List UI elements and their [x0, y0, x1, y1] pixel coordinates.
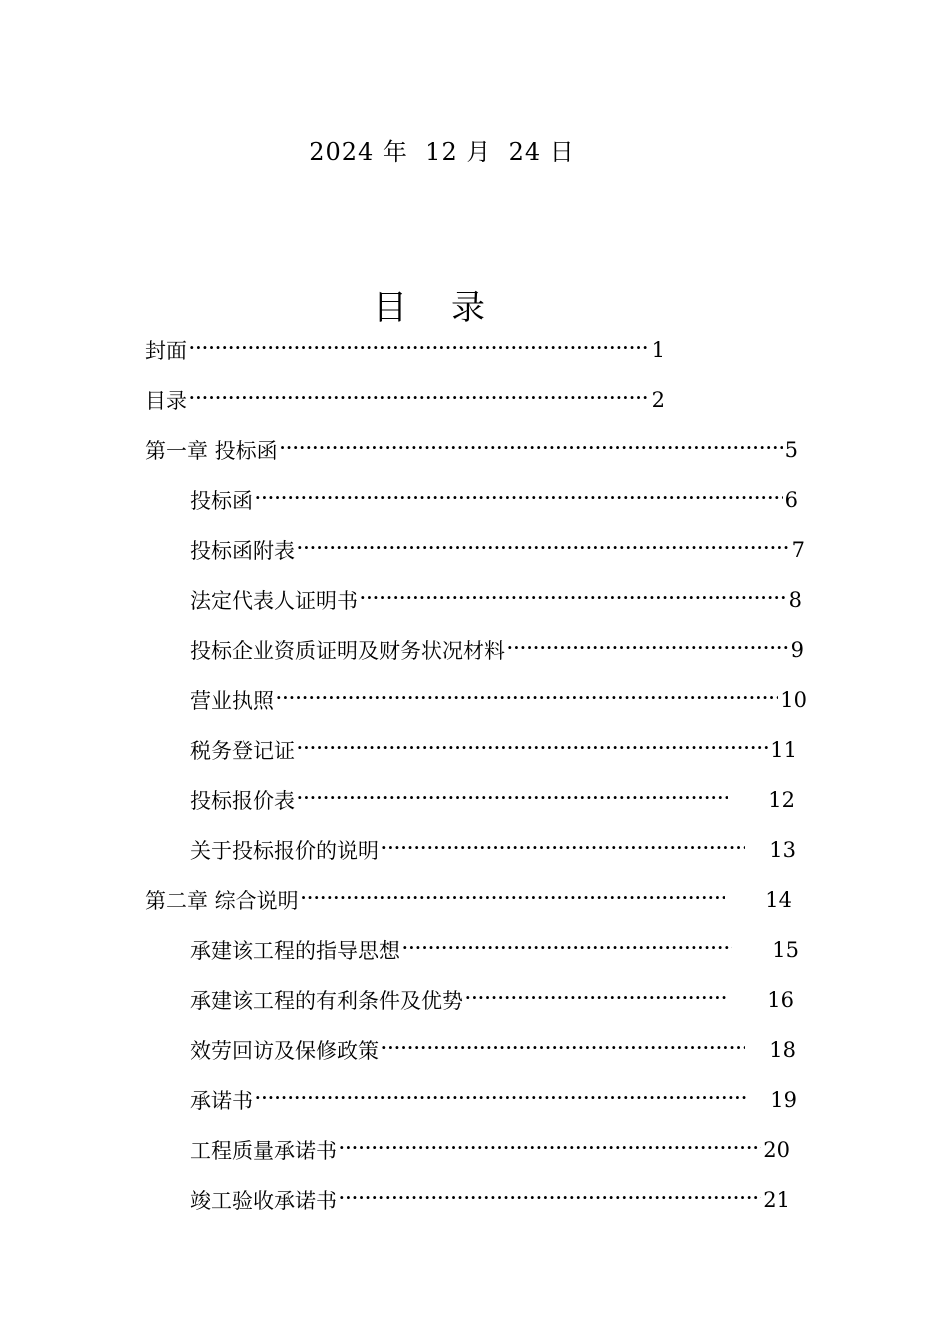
dot-leader [465, 978, 727, 1018]
dot-leader [301, 878, 726, 918]
toc-entry-business-license[interactable] [190, 680, 807, 720]
toc-entry-label: 效劳回访及保修政策 [190, 1039, 379, 1063]
dot-leader [360, 578, 787, 618]
toc-entry-page: 21 [763, 1188, 790, 1212]
dot-leader [297, 528, 790, 568]
dot-leader [297, 778, 728, 818]
toc-entry-label: 承建该工程的有利条件及优势 [190, 989, 463, 1013]
toc-entry-legal-rep[interactable] [190, 580, 802, 620]
toc-entry-page: 2 [651, 388, 665, 412]
toc-entry-tax-registration[interactable] [190, 730, 797, 770]
dot-leader [189, 378, 650, 418]
toc-entry-acceptance-commitment[interactable] [190, 1180, 790, 1220]
toc-entry-bid-appendix[interactable] [190, 530, 805, 570]
dot-leader [402, 928, 732, 968]
toc-entry-page: 14 [765, 888, 792, 912]
document-date: 2024 年 12 月 24 日 [309, 138, 575, 166]
table-of-contents [0, 330, 950, 1230]
toc-entry-quality-commitment[interactable] [190, 1130, 790, 1170]
toc-entry-label: 竣工验收承诺书 [190, 1189, 337, 1213]
dot-leader [339, 1178, 761, 1218]
toc-entry-price-explanation[interactable] [190, 830, 796, 870]
toc-entry-label: 目录 [145, 389, 187, 413]
toc-title: 目录 [373, 288, 529, 328]
toc-entry-page: 15 [772, 938, 799, 962]
toc-entry-page: 11 [770, 738, 797, 762]
dot-leader [255, 1078, 746, 1118]
dot-leader [276, 678, 778, 718]
toc-entry-page: 9 [790, 638, 804, 662]
toc-entry-label: 税务登记证 [190, 739, 295, 763]
toc-entry-label: 投标函 [190, 489, 253, 513]
toc-entry-page: 8 [788, 588, 802, 612]
toc-entry-label: 封面 [145, 339, 187, 363]
toc-entry-guiding-thought[interactable] [190, 930, 799, 970]
toc-entry-advantages[interactable] [190, 980, 794, 1020]
dot-leader [339, 1128, 761, 1168]
dot-leader [507, 628, 789, 668]
toc-entry-page: 6 [784, 488, 798, 512]
dot-leader [297, 728, 768, 768]
toc-entry-bid-price[interactable] [190, 780, 795, 820]
toc-entry-page: 12 [768, 788, 795, 812]
toc-entry-label: 第一章 投标函 [145, 439, 278, 463]
toc-entry-page: 1 [651, 338, 665, 362]
toc-entry-bid-letter[interactable] [190, 480, 798, 520]
toc-entry-label: 投标函附表 [190, 539, 295, 563]
toc-entry-page: 20 [763, 1138, 790, 1162]
toc-entry-page: 18 [769, 1038, 796, 1062]
toc-entry-label: 法定代表人证明书 [190, 589, 358, 613]
toc-entry-page: 13 [769, 838, 796, 862]
toc-entry-chapter-1[interactable] [145, 430, 798, 470]
toc-entry-contents[interactable] [145, 380, 665, 420]
toc-entry-page: 7 [791, 538, 805, 562]
toc-entry-label: 关于投标报价的说明 [190, 839, 379, 863]
toc-entry-label: 承建该工程的指导思想 [190, 939, 400, 963]
toc-entry-page: 19 [770, 1088, 797, 1112]
toc-entry-label: 工程质量承诺书 [190, 1139, 337, 1163]
toc-entry-label: 承诺书 [190, 1089, 253, 1113]
toc-entry-label: 第二章 综合说明 [145, 889, 299, 913]
toc-entry-service-warranty[interactable] [190, 1030, 796, 1070]
dot-leader [189, 328, 650, 368]
toc-entry-page: 5 [784, 438, 798, 462]
dot-leader [381, 1028, 745, 1068]
toc-entry-page: 10 [780, 688, 807, 712]
toc-entry-label: 投标报价表 [190, 789, 295, 813]
dot-leader [280, 428, 783, 468]
toc-entry-page: 16 [767, 988, 794, 1012]
dot-leader [381, 828, 745, 868]
toc-entry-chapter-2[interactable] [145, 880, 792, 920]
toc-entry-cover[interactable] [145, 330, 665, 370]
toc-entry-commitment[interactable] [190, 1080, 797, 1120]
toc-entry-qualification[interactable] [190, 630, 804, 670]
toc-entry-label: 营业执照 [190, 689, 274, 713]
dot-leader [255, 478, 783, 518]
toc-entry-label: 投标企业资质证明及财务状况材料 [190, 639, 505, 663]
